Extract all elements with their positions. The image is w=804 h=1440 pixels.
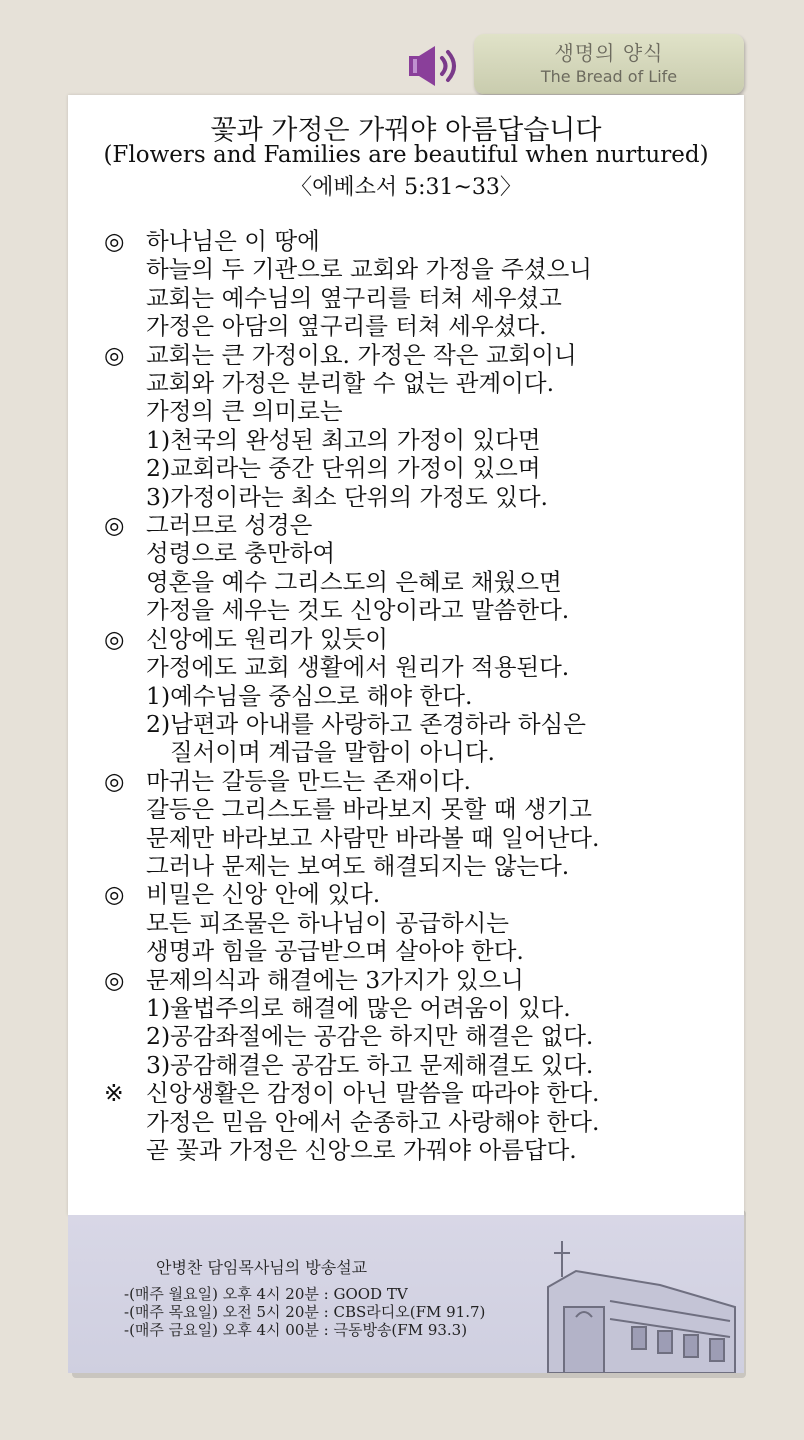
body-line <box>104 994 734 1022</box>
section-line <box>104 511 734 539</box>
bullet-mark: ◎ <box>104 965 125 994</box>
body-line <box>104 1022 734 1050</box>
body-line <box>104 852 734 880</box>
body-text: 신앙에도 원리가 있듯이 <box>146 624 388 653</box>
body-text: 성령으로 충만하여 <box>146 539 336 568</box>
body-line <box>104 937 734 965</box>
body-text: 곧 꽃과 가정은 신앙으로 가꿔야 아름답다. <box>146 1136 577 1164</box>
body-text: 신앙생활은 감정이 아닌 말씀을 따라야 한다. <box>146 1079 600 1108</box>
body-line <box>104 1108 734 1136</box>
body-text: 마귀는 갈등을 만드는 존재이다. <box>146 766 471 795</box>
body-line <box>104 312 734 340</box>
body-text: 가정에도 교회 생활에서 원리가 적용된다. <box>146 653 570 682</box>
body-text: 가정은 믿음 안에서 순종하고 사랑해야 한다. <box>146 1107 600 1136</box>
body-text: 모든 피조물은 하나님이 공급하시는 <box>146 908 509 937</box>
brand-korean: 생명의 양식 <box>554 41 664 65</box>
body-line <box>104 483 734 511</box>
sermon-title-english: (Flowers and Families are beautiful when nurtured) <box>103 142 709 168</box>
note-mark: ※ <box>104 1079 124 1108</box>
body-text: 교회는 큰 가정이요. 가정은 작은 교회이니 <box>146 340 577 369</box>
section-line <box>104 966 734 994</box>
body-line <box>104 426 734 454</box>
body-text: 문제의식과 해결에는 3가지가 있으니 <box>146 965 524 994</box>
body-line <box>104 255 734 283</box>
body-text: 가정은 아담의 옆구리를 터쳐 세우셨다. <box>146 312 547 341</box>
body-line <box>104 682 734 710</box>
brand-english: The Bread of Life <box>540 67 678 86</box>
body-line <box>104 795 734 823</box>
body-text: 그러므로 성경은 <box>146 511 313 540</box>
body-line <box>104 653 734 681</box>
body-line <box>104 738 734 766</box>
bullet-mark: ◎ <box>104 624 125 653</box>
sermon-body <box>104 227 734 1164</box>
body-line <box>104 568 734 596</box>
body-text: 생명과 힘을 공급받으며 살아야 한다. <box>146 937 524 966</box>
body-text: 3)가정이라는 최소 단위의 가정도 있다. <box>146 482 548 511</box>
body-text: 하나님은 이 땅에 <box>146 227 320 255</box>
broadcast-schedule-thursday: -(매주 목요일) 오전 5시 20분 : CBS라디오(FM 91.7) <box>124 1303 486 1321</box>
body-line <box>104 397 734 425</box>
broadcast-schedule-friday: -(매주 금요일) 오후 4시 00분 : 극동방송(FM 93.3) <box>124 1321 468 1339</box>
body-text: 하늘의 두 기관으로 교회와 가정을 주셨으니 <box>146 255 592 284</box>
bullet-mark: ◎ <box>104 766 125 795</box>
church-illustration <box>540 1237 740 1373</box>
section-line <box>104 1079 734 1107</box>
body-text: 질서이며 계급을 말함이 아니다. <box>170 738 495 767</box>
body-text: 1)천국의 완성된 최고의 가정이 있다면 <box>146 425 541 454</box>
section-line <box>104 767 734 795</box>
body-line <box>104 710 734 738</box>
body-text: 문제만 바라보고 사람만 바라볼 때 일어난다. <box>146 823 600 852</box>
body-text: 그러나 문제는 보여도 해결되지는 않는다. <box>146 851 570 880</box>
section-line <box>104 227 734 255</box>
brand-badge <box>474 34 744 94</box>
bullet-mark: ◎ <box>104 880 125 909</box>
speaker-icon[interactable] <box>405 42 465 90</box>
body-text: 비밀은 신앙 안에 있다. <box>146 880 381 909</box>
section-line <box>104 625 734 653</box>
section-line <box>104 880 734 908</box>
body-text: 교회는 예수님의 옆구리를 터쳐 세우셨고 <box>146 283 562 312</box>
body-text: 교회와 가정은 분리할 수 없는 관계이다. <box>146 369 555 398</box>
broadcast-title: 안병찬 담임목사님의 방송설교 <box>156 1258 368 1277</box>
bullet-mark: ◎ <box>104 340 125 369</box>
body-line <box>104 824 734 852</box>
body-text: 갈등은 그리스도를 바라보지 못할 때 생기고 <box>146 795 592 824</box>
body-text: 2)교회라는 중간 단위의 가정이 있으며 <box>146 454 541 483</box>
bullet-mark: ◎ <box>104 227 125 255</box>
body-line <box>104 1051 734 1079</box>
body-line <box>104 284 734 312</box>
body-text: 3)공감해결은 공감도 하고 문제해결도 있다. <box>146 1050 594 1079</box>
body-line <box>104 454 734 482</box>
body-line <box>104 539 734 567</box>
body-line <box>104 596 734 624</box>
scripture-reference: 〈에베소서 5:31~33〉 <box>290 175 522 200</box>
bullet-mark: ◎ <box>104 511 125 540</box>
sermon-title: 꽃과 가정은 가꿔야 아름답습니다 <box>210 115 602 146</box>
body-text: 영혼을 예수 그리스도의 은혜로 채웠으면 <box>146 567 562 596</box>
broadcast-schedule-monday: -(매주 월요일) 오후 4시 20분 : GOOD TV <box>124 1285 408 1303</box>
body-line <box>104 909 734 937</box>
body-text: 1)예수님을 중심으로 해야 한다. <box>146 681 473 710</box>
body-text: 2)공감좌절에는 공감은 하지만 해결은 없다. <box>146 1022 594 1051</box>
broadcast-footer <box>68 1215 744 1373</box>
body-text: 1)율법주의로 해결에 많은 어려움이 있다. <box>146 993 571 1022</box>
body-line <box>104 1136 734 1164</box>
body-text: 가정을 세우는 것도 신앙이라고 말씀한다. <box>146 596 570 625</box>
body-text: 가정의 큰 의미로는 <box>146 397 343 426</box>
section-line <box>104 341 734 369</box>
body-text: 2)남편과 아내를 사랑하고 존경하라 하심은 <box>146 709 586 738</box>
body-line <box>104 369 734 397</box>
